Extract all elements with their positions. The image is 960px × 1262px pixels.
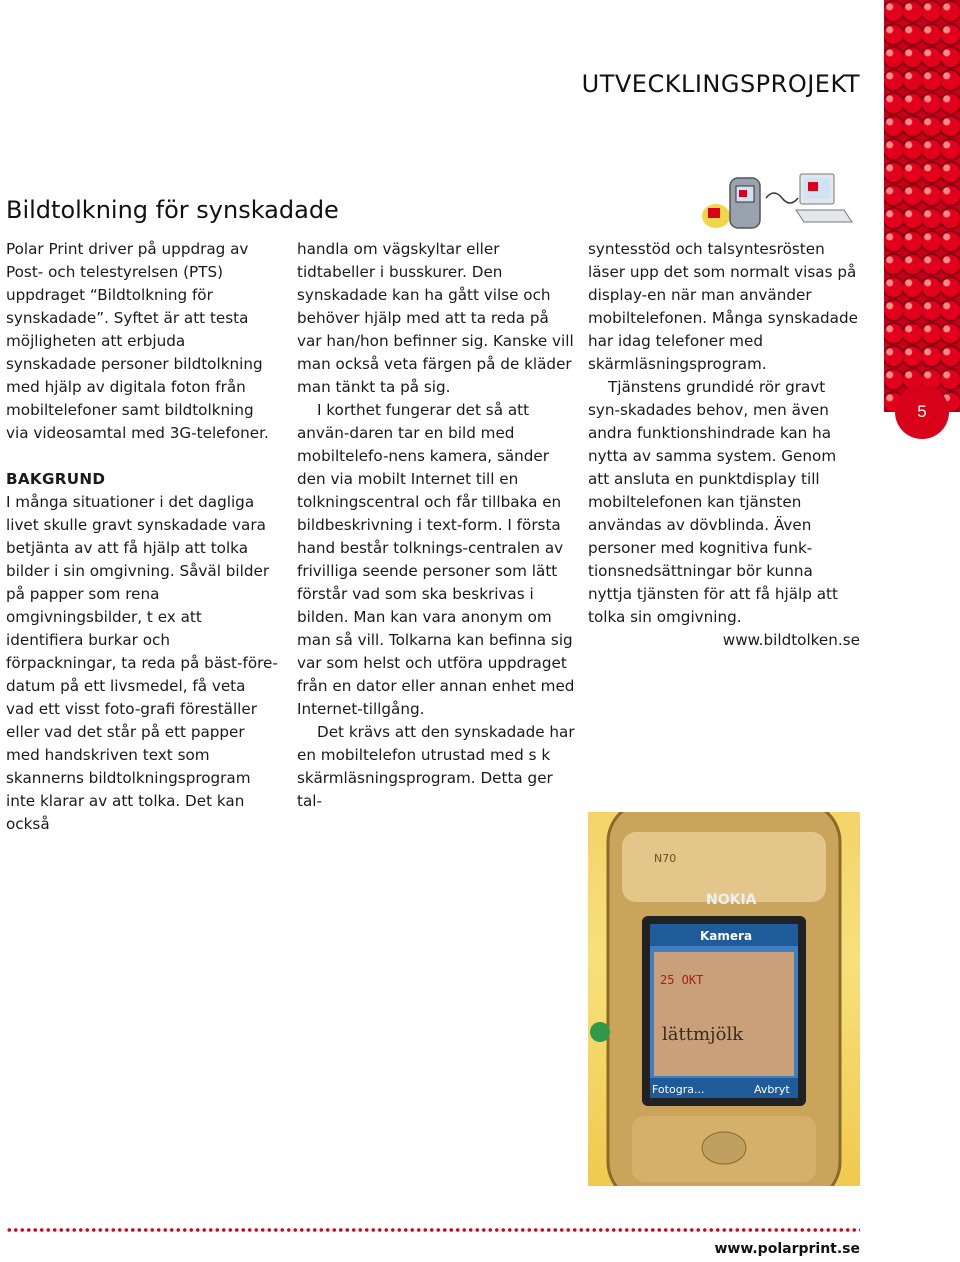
paragraph: syntesstöd och talsyntesrösten läser upp det som normalt visas på display-en när man använder mobiltelefonen. Många synskadade har idag telefoner med skärmläsningsprogram.: [588, 240, 858, 373]
softkey-right-text: Avbryt: [754, 1083, 790, 1096]
phone-photo: [588, 812, 860, 1186]
screen-title-text: Kamera: [700, 929, 753, 943]
website-link[interactable]: www.bildtolken.se: [722, 631, 860, 649]
background-paragraph: I många situationer i det dagliga livet skulle gravt synskadade vara betjänta av att få hjälp att tolka bilder i sin omgivning. Såväl bilder på papper som rena omgivningsbilder, t ex att identifiera burkar och förpackningar, ta reda på bäst-före-datum på ett livsmedel, få veta vad ett visst foto-grafi föreställer eller vad det står på ett papper med handskriven text som skannerns bildtolkningsprogram inte klarar av att tolka. Det kan också: [6, 493, 278, 833]
footer-url[interactable]: www.polarprint.se: [714, 1241, 860, 1257]
paragraph: Det krävs att den synskadade har en mobiltelefon utrustad med s k skärmläsningsprogram. Detta ger tal-: [297, 723, 575, 810]
phone-brand-text: NOKIA: [706, 892, 757, 908]
column-1: [6, 238, 278, 836]
screen-product-text: lättmjölk: [662, 1024, 744, 1045]
column-2: [297, 238, 577, 813]
paragraph: handla om vägskyltar eller tidtabeller i busskurer. Den synskadade kan ha gått vilse och behöver hjälp med att ta reda på var han/hon befinner sig. Kanske vill man också veta färgen på de kläder man tänkt ta på sig.: [297, 240, 574, 396]
phone-model-text: N70: [654, 852, 677, 865]
intro-paragraph: Polar Print driver på uppdrag av Post- och telestyrelsen (PTS) uppdraget “Bildtolkning för synskadade”. Syftet är att testa möjligheten att erbjuda synskadade personer bildtolkning med hjälp av digitala foton från mobiltelefoner samt bildtolkning via videosamtal med 3G-telefoner.: [6, 240, 269, 442]
softkey-left-text: Fotogra...: [652, 1083, 705, 1096]
paragraph: Tjänstens grundidé rör gravt syn-skadades behov, men även andra funktionshindrade kan ha nytta av samma system. Genom att ansluta en punktdisplay till mobiltelefonen kan tjänsten användas av dövblinda. Även personer med kognitiva funk-tionsnedsättningar bör kunna nyttja tjänsten för att få hjälp att tolka sin omgivning.: [588, 378, 838, 626]
screen-date-text: 25 OKT: [660, 973, 704, 987]
berries-image: [884, 0, 960, 412]
page-number-badge: 5: [895, 385, 949, 439]
dotted-divider: [6, 1228, 860, 1232]
phone-computer-illustration: [696, 168, 856, 234]
article-title: Bildtolkning för synskadade: [6, 196, 339, 224]
section-title: UTVECKLINGSPROJEKT: [581, 70, 860, 98]
paragraph: I korthet fungerar det så att använ-daren tar en bild med mobiltelefo-nens kamera, sänder den via mobilt Internet till en tolkningscentral och får tillbaka en bildbeskrivning i text-form. I första hand består tolknings-centralen av frivilliga seende personer som lätt förstår vad som ska beskrivas i bilden. Man kan vara anonym om man så vill. Tolkarna kan befinna sig var som helst och utföra uppdraget från en dator eller annan enhet med Internet-tillgång.: [297, 401, 575, 718]
subheading-bakgrund: BAKGRUND: [6, 470, 106, 488]
column-3: [588, 238, 860, 652]
